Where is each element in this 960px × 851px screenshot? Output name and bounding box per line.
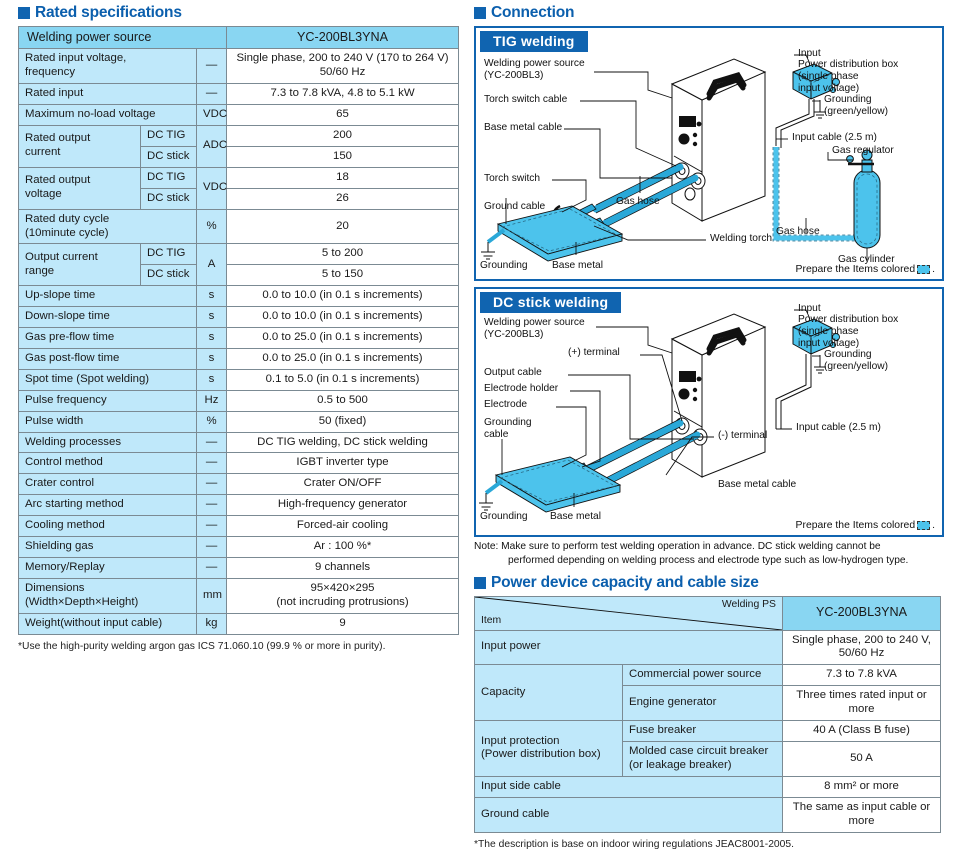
spec-row-unit: s [197,328,227,349]
spec-header-label: Welding power source [19,27,227,49]
spec-row [19,537,459,558]
spec-row-unit: A [197,244,227,286]
spec-row [19,49,459,84]
header-welding-ps-label: Welding PS [721,598,776,610]
spec-row-value: 0.0 to 10.0 (in 0.1 s increments) [227,307,459,328]
dc-stick-note [474,540,944,568]
tig-label-gas-hose-machine: Gas hose [616,196,660,207]
power-device-row-value: 50 A [783,741,941,776]
spec-row-label: Gas pre-flow time [19,328,197,349]
spec-row [19,209,459,244]
spec-row-label: Pulse width [19,411,197,432]
power-device-row-value: The same as input cable or more [783,797,941,832]
spec-row-label: Spot time (Spot welding) [19,369,197,390]
stick-label-base-metal-cable: Base metal cable [718,479,797,490]
spec-row-label: Arc starting method [19,495,197,516]
tig-welding-banner: TIG welding [480,31,588,52]
spec-row-value: 200 [227,125,459,146]
power-device-row-label: Capacity [475,665,623,721]
spec-row-unit: % [197,209,227,244]
spec-row-sublabel: DC TIG [141,125,197,146]
stick-label-input-cable: Input cable (2.5 m) [796,422,881,433]
stick-label-grounding: Grounding [480,511,528,522]
square-bullet-icon [474,7,486,19]
stick-label-electrode-holder: Electrode holder [484,383,559,394]
spec-row-unit: — [197,495,227,516]
spec-row [19,578,459,613]
stick-label-electrode: Electrode [484,399,528,410]
spec-row-value: 0.0 to 25.0 (in 0.1 s increments) [227,328,459,349]
square-bullet-icon [18,7,30,19]
power-device-row [475,630,941,665]
power-device-row-value: 40 A (Class B fuse) [783,721,941,742]
header-model: YC-200BL3YNA [783,596,941,630]
power-device-row-label: Input protection (Power distribution box) [475,721,623,777]
spec-row-value: 5 to 200 [227,244,459,265]
tig-prepare-suffix: . [932,264,935,275]
tig-label-gas-hose-cylinder: Gas hose [776,226,820,237]
color-swatch-icon [917,521,930,530]
spec-row-value: 9 channels [227,558,459,579]
spec-row-value: Single phase, 200 to 240 V (170 to 264 V) 50/60 Hz [227,49,459,84]
spec-row-unit: — [197,453,227,474]
spec-row [19,390,459,411]
power-device-row-value: Single phase, 200 to 240 V, 50/60 Hz [783,630,941,665]
dc-stick-note-line2: performed depending on welding process and electrode type such as low-hydrogen type. [508,554,909,566]
stick-label-plus-terminal: (+) terminal [568,347,620,358]
power-device-row-label: Ground cable [475,797,783,832]
spec-row-label: Dimensions (Width×Depth×Height) [19,578,197,613]
spec-row [19,105,459,126]
spec-row [19,348,459,369]
rated-specifications-footnote: *Use the high-purity welding argon gas ICS 71.060.10 (99.9 % or more in purity). [18,640,386,652]
spec-row-value: Crater ON/OFF [227,474,459,495]
spec-row-label: Gas post-flow time [19,348,197,369]
spec-row [19,307,459,328]
dc-stick-welding-diagram [474,287,944,537]
spec-header-row [19,27,459,49]
spec-row-sublabel: DC TIG [141,167,197,188]
stick-label-output-cable: Output cable [484,367,542,378]
spec-row-value: 50 (fixed) [227,411,459,432]
power-device-row-value: Three times rated input or more [783,686,941,721]
dc-stick-welding-banner: DC stick welding [480,292,621,313]
spec-row-label: Rated output voltage [19,167,141,209]
power-device-footnote: *The description is base on indoor wiring regulations JEAC8001-2005. [474,838,794,850]
spec-row-unit: Hz [197,390,227,411]
dc-stick-note-line1: Note: Make sure to perform test welding operation in advance. DC stick welding cannot be [474,541,881,552]
spec-row-unit: — [197,558,227,579]
power-device-row-value: 8 mm² or more [783,776,941,797]
tig-label-input: Input [798,48,821,59]
spec-row-value: 5 to 150 [227,265,459,286]
spec-row-value: 0.1 to 5.0 (in 0.1 s increments) [227,369,459,390]
spec-row-unit: mm [197,578,227,613]
tig-label-torch-switch-cable: Torch switch cable [484,94,568,105]
stick-prepare-note [796,520,935,531]
spec-row-unit: — [197,432,227,453]
spec-row [19,286,459,307]
power-device-row-value: 7.3 to 7.8 kVA [783,665,941,686]
spec-row-value: 65 [227,105,459,126]
spec-header-model: YC-200BL3YNA [227,27,459,49]
spec-row-unit: s [197,369,227,390]
spec-row-value: Forced-air cooling [227,516,459,537]
power-device-row-label: Input side cable [475,776,783,797]
spec-row-value: DC TIG welding, DC stick welding [227,432,459,453]
power-device-table [474,596,941,833]
power-device-row [475,665,941,686]
spec-row-unit: — [197,474,227,495]
spec-row-unit: — [197,537,227,558]
tig-label-gas-regulator: Gas regulator [832,145,894,156]
spec-row-label: Up-slope time [19,286,197,307]
spec-row-label: Welding processes [19,432,197,453]
spec-row [19,328,459,349]
rated-specifications-heading [18,4,458,22]
power-device-row [475,776,941,797]
spec-row-unit: VDC [197,167,227,209]
rated-specifications-section [18,4,458,653]
power-device-row-sublabel: Engine generator [623,686,783,721]
connection-heading [474,4,944,22]
power-device-row-sublabel: Molded case circuit breaker (or leakage breaker) [623,741,783,776]
tig-label-grounding: Grounding [480,260,528,271]
power-device-row-sublabel: Fuse breaker [623,721,783,742]
spec-row-sublabel: DC stick [141,265,197,286]
header-item-label: Item [481,614,502,626]
spec-row-value: 0.0 to 10.0 (in 0.1 s increments) [227,286,459,307]
stick-label-power-source: Welding power source (YC-200BL3) [484,317,585,341]
tig-welding-diagram [474,26,944,281]
tig-prepare-text: Prepare the Items colored [795,264,916,275]
tig-label-grounding-green-yellow: Grounding (green/yellow) [824,94,888,118]
spec-row-unit: — [197,516,227,537]
tig-label-base-metal: Base metal [552,260,603,271]
square-bullet-icon [474,577,486,589]
spec-row-label: Weight(without input cable) [19,613,197,634]
spec-row-sublabel: DC stick [141,146,197,167]
spec-row-value: 18 [227,167,459,188]
tig-label-gas-cylinder: Gas cylinder [838,254,895,265]
spec-row-value: High-frequency generator [227,495,459,516]
spec-row-label: Crater control [19,474,197,495]
spec-row-label: Control method [19,453,197,474]
spec-row-value: 0.0 to 25.0 (in 0.1 s increments) [227,348,459,369]
spec-row-value: 20 [227,209,459,244]
spec-row [19,125,459,146]
spec-row [19,495,459,516]
tig-label-power-source: Welding power source (YC-200BL3) [484,58,585,82]
tig-label-welding-torch: Welding torch [710,233,773,244]
spec-row-value: 9 [227,613,459,634]
rated-specifications-title: Rated specifications [35,4,182,21]
rated-specifications-table [18,26,459,635]
stick-prepare-text: Prepare the Items colored [795,520,916,531]
spec-row-label: Pulse frequency [19,390,197,411]
spec-row [19,244,459,265]
spec-row-sublabel: DC TIG [141,244,197,265]
spec-row-label: Memory/Replay [19,558,197,579]
spec-row [19,432,459,453]
spec-row-label: Output current range [19,244,141,286]
spec-row [19,369,459,390]
tig-label-power-distribution-box: Power distribution box (single phase input voltage) [798,59,899,95]
spec-row-label: Rated duty cycle (10minute cycle) [19,209,197,244]
spec-row-unit: s [197,307,227,328]
spec-row [19,613,459,634]
spec-row-label: Rated input voltage, frequency [19,49,197,84]
spec-row-unit: — [197,49,227,84]
spec-row-unit: VDC [197,105,227,126]
spec-row-value: 150 [227,146,459,167]
power-device-row-sublabel: Commercial power source [623,665,783,686]
connection-title: Connection [491,4,575,21]
spec-row-value: IGBT inverter type [227,453,459,474]
spec-row-unit: % [197,411,227,432]
stick-prepare-suffix: . [932,520,935,531]
stick-label-input: Input [798,303,821,314]
tig-label-input-cable: Input cable (2.5 m) [792,132,877,143]
spec-row-unit: kg [197,613,227,634]
stick-label-grounding-cable: Grounding cable [484,417,532,441]
spec-row-value: 26 [227,188,459,209]
spec-row-unit: s [197,286,227,307]
tig-label-torch-switch: Torch switch [484,173,541,184]
spec-row [19,453,459,474]
power-device-header-row [475,596,941,630]
spec-row-unit: ADC [197,125,227,167]
spec-row-label: Rated output current [19,125,141,167]
spec-row-unit: s [197,348,227,369]
stick-label-minus-terminal: (-) terminal [718,430,768,441]
spec-row-sublabel: DC stick [141,188,197,209]
stick-label-base-metal: Base metal [550,511,601,522]
power-device-row [475,797,941,832]
spec-row-label: Cooling method [19,516,197,537]
power-device-title: Power device capacity and cable size [491,573,759,591]
connection-section [474,4,944,851]
spec-row-value: 7.3 to 7.8 kVA, 4.8 to 5.1 kW [227,84,459,105]
diagonal-header-cell [475,596,783,630]
spec-row-label: Down-slope time [19,307,197,328]
spec-row-unit: — [197,84,227,105]
power-device-row-label: Input power [475,630,783,665]
stick-label-power-distribution-box: Power distribution box (single phase input voltage) [798,314,899,350]
spec-row-label: Maximum no-load voltage [19,105,197,126]
power-device-heading [474,574,944,592]
spec-row-value: 95×420×295 (not incruding protrusions) [227,578,459,613]
spec-row [19,474,459,495]
spec-row [19,167,459,188]
spec-row [19,516,459,537]
spec-row-label: Rated input [19,84,197,105]
spec-row-label: Shielding gas [19,537,197,558]
tig-prepare-note [796,264,935,275]
tig-label-base-metal-cable: Base metal cable [484,122,563,133]
spec-row-value: Ar : 100 %* [227,537,459,558]
spec-row [19,558,459,579]
spec-row [19,411,459,432]
stick-label-grounding-green-yellow: Grounding (green/yellow) [824,349,888,373]
spec-row-value: 0.5 to 500 [227,390,459,411]
power-device-row [475,721,941,742]
tig-label-ground-cable: Ground cable [484,201,546,212]
spec-row [19,84,459,105]
color-swatch-icon [917,265,930,274]
